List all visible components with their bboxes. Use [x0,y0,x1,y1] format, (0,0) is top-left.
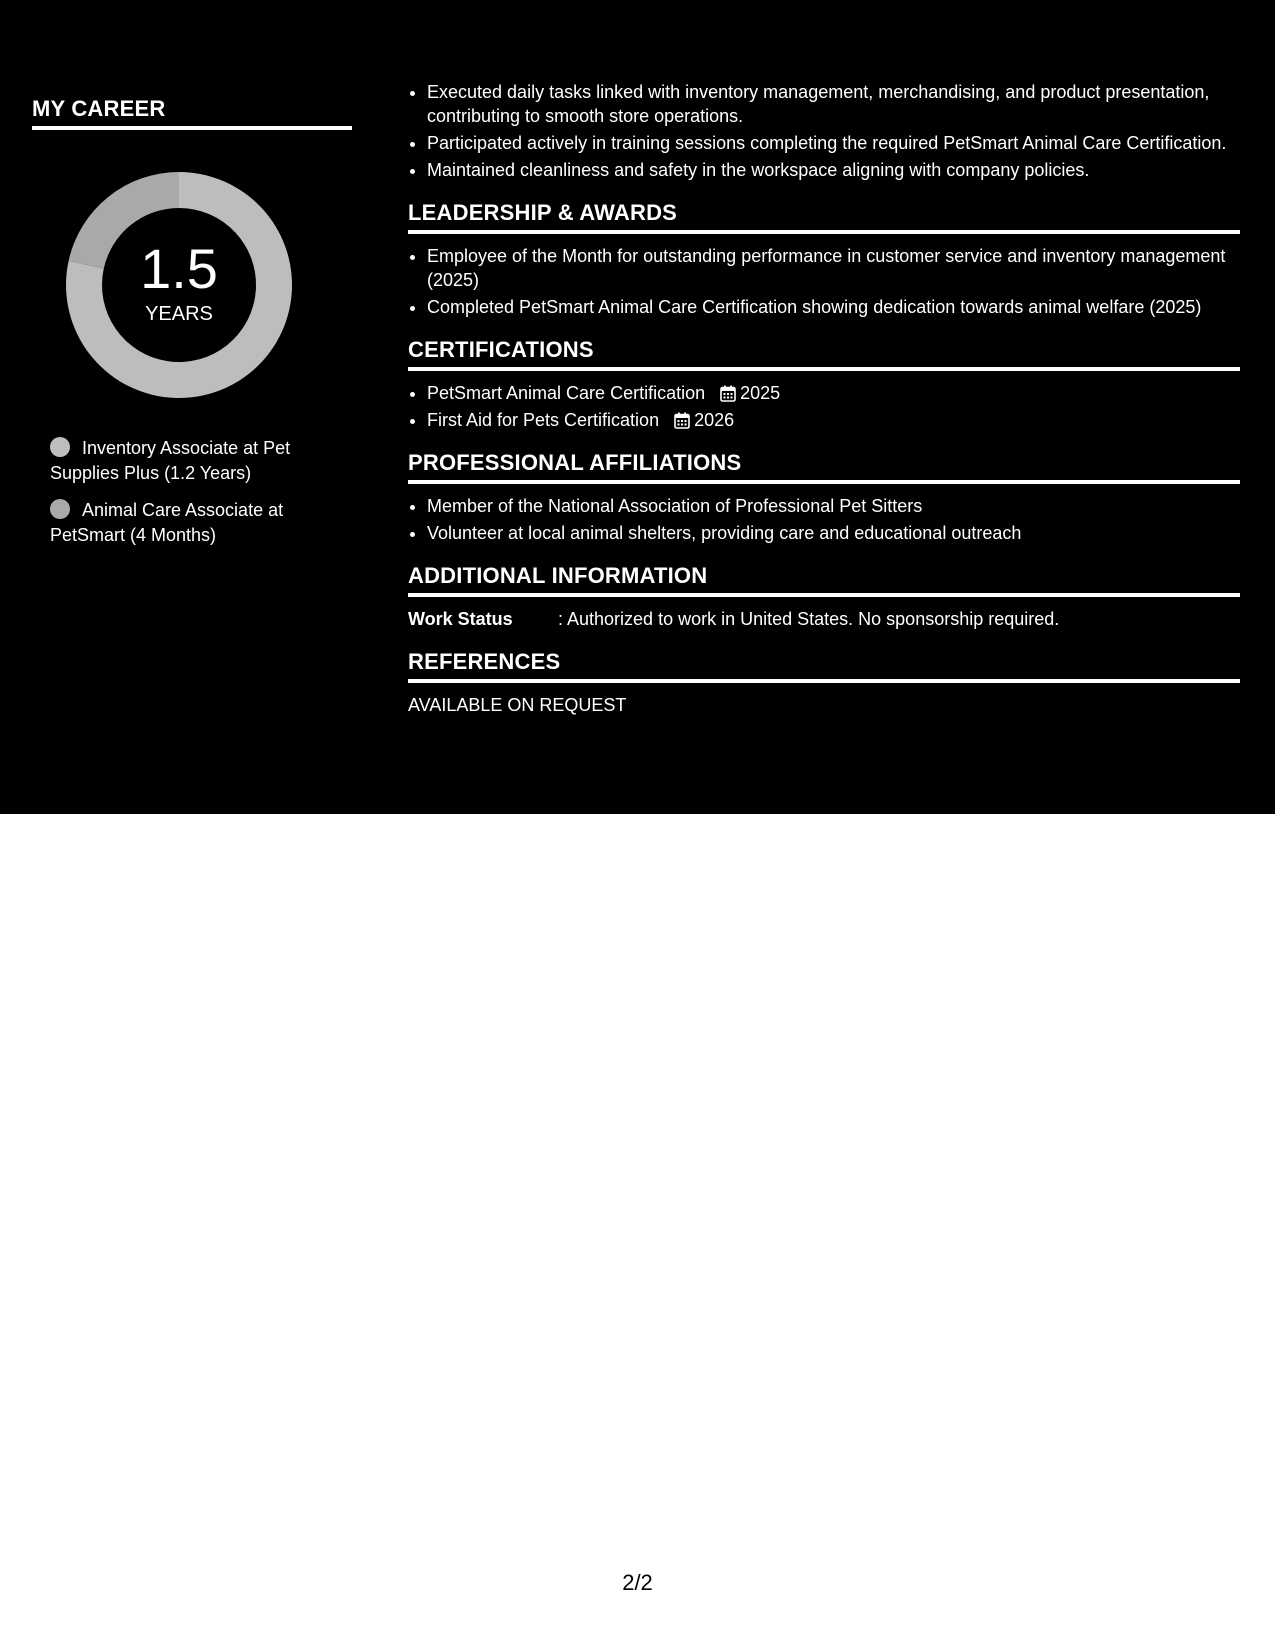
work-status-value: : Authorized to work in United States. No sponsorship required. [558,609,1060,629]
leadership-heading: LEADERSHIP & AWARDS [408,200,1240,234]
certification-year: 2026 [694,410,735,430]
right-column [408,80,1240,735]
left-column [32,96,352,560]
career-item [50,498,350,548]
career-list [50,436,350,548]
page-number: 2/2 [622,1570,653,1595]
donut-center [64,170,294,400]
affiliation-item: • Volunteer at local animal shelters, providing care and educational outreach [427,521,1240,545]
references-text: AVAILABLE ON REQUEST [408,695,627,715]
work-status-label: Work Status [408,609,513,629]
certifications-list [408,381,1240,432]
affiliations-list [408,494,1240,545]
experience-bullets [408,80,1240,182]
certification-name: PetSmart Animal Care Certification [427,383,706,403]
experience-bullet: • Executed daily tasks linked with inventory management, merchandising, and product presentation, contributing to smooth store operations. [427,80,1240,128]
leadership-item: • Completed PetSmart Animal Care Certification showing dedication towards animal welfare (2025) [427,295,1240,319]
career-heading: MY CAREER [32,96,352,130]
certification-name: First Aid for Pets Certification [427,410,660,430]
donut-value: 1.5 [140,236,218,300]
experience-bullet: • Participated actively in training sessions completing the required PetSmart Animal Care Certification. [427,131,1240,155]
certifications-heading: CERTIFICATIONS [408,337,1240,371]
career-item [50,436,350,486]
affiliations-heading: PROFESSIONAL AFFILIATIONS [408,450,1240,484]
affiliation-item: • Member of the National Association of Professional Pet Sitters [427,494,1240,518]
career-item-label: Animal Care Associate at PetSmart (4 Months) [50,500,284,545]
career-item-label: Inventory Associate at Pet Supplies Plus (1.2 Years) [50,438,291,483]
calendar-icon [720,385,736,402]
references-heading: REFERENCES [408,649,1240,683]
leadership-item: • Employee of the Month for outstanding performance in customer service and inventory management (2025) [427,244,1240,292]
career-dot-icon [50,437,70,457]
certification-item [427,408,1240,432]
career-donut-chart [64,170,294,400]
donut-unit: YEARS [145,302,213,325]
calendar-icon [674,412,690,429]
career-dot-icon [50,499,70,519]
experience-bullet: • Maintained cleanliness and safety in the workspace aligning with company policies. [427,158,1240,182]
work-status-row [408,607,1240,631]
certification-year: 2025 [740,383,781,403]
certification-item [427,381,1240,405]
leadership-list [408,244,1240,319]
additional-info-heading: ADDITIONAL INFORMATION [408,563,1240,597]
